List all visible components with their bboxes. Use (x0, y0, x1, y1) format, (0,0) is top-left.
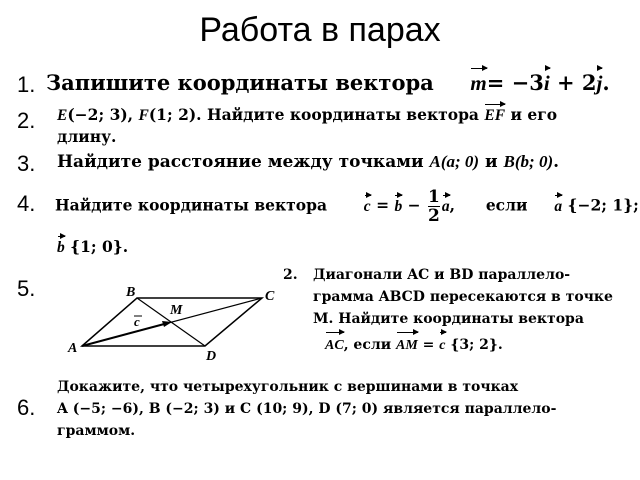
label-a: A (68, 341, 78, 356)
task4-fraction (428, 188, 440, 225)
label-b: B (126, 286, 136, 300)
task5-text (283, 264, 628, 357)
task5-c-coords: {3; 2}. (450, 337, 503, 353)
task5-vector-c: c (439, 335, 445, 357)
task-number-1: 1. (17, 72, 36, 97)
task-number-4: 4. (17, 191, 36, 216)
task-number-5: 5. (17, 276, 36, 301)
task4-minus: − (402, 195, 426, 215)
task6-line3: граммом. (57, 423, 136, 439)
task1-end: . (602, 70, 610, 95)
task4-b-coords: {1; 0}. (70, 237, 129, 256)
task-number-2: 2. (17, 108, 36, 133)
task3-and: и (479, 152, 504, 172)
task1-vector-i: i (543, 71, 550, 95)
task1-line (46, 70, 610, 96)
task1-vector-j: j (596, 71, 603, 95)
task6-line1: Докажите, что четырехугольник с вершинами в точках (57, 379, 519, 395)
task4-frac-num: 1 (428, 187, 440, 207)
task2-line1 (57, 105, 557, 125)
page-title: Работа в парах (199, 11, 441, 49)
task6-line2: A (−5; −6), B (−2; 3) и C (10; 9), D (7; 0) является параллело- (57, 401, 557, 417)
task2-text-end: и его (505, 105, 558, 124)
task3-end: . (553, 152, 560, 172)
parallelogram-figure (62, 286, 292, 364)
task1-text: Запишите координаты вектора (46, 70, 434, 95)
task2-text: (1; 2). Найдите координаты вектора (148, 105, 485, 124)
task4-a-coords: {−2; 1}; (567, 195, 639, 215)
label-d: D (206, 349, 217, 364)
task-number-3: 3. (17, 151, 36, 176)
task-number-6: 6. (17, 395, 36, 420)
task4-vector-c: c (363, 197, 371, 215)
task5-row1 (283, 264, 628, 286)
task4-vector-b-given: b (57, 239, 65, 256)
task2-point-e: E (57, 107, 68, 124)
task4-line2 (57, 237, 128, 257)
task5-line3: M. Найдите координаты вектора (313, 311, 584, 327)
task5-vector-ac: AC (325, 335, 344, 357)
task4-eq: = (370, 195, 395, 215)
task4-vector-a: a (441, 197, 450, 215)
task4-line1 (55, 188, 639, 225)
task5-line1: Диагонали AC и BD параллело- (313, 267, 571, 283)
task1-eq: = −3 (486, 70, 544, 95)
task4-frac-den: 2 (428, 206, 440, 226)
task4-comma: , (449, 195, 455, 215)
task2-vector-ef: EF (484, 107, 506, 124)
task5-problem-number: 2. (283, 267, 298, 283)
task3-point-a: A(a; 0) (429, 152, 480, 171)
task4-text: Найдите координаты вектора (55, 195, 327, 215)
label-m: M (170, 303, 183, 318)
task2-line2: длину. (57, 127, 117, 146)
label-c-vector: c (134, 314, 140, 329)
task4-if: если (485, 195, 528, 215)
task5-vector-am: AM (396, 335, 418, 357)
task2-point-f: F (138, 107, 149, 124)
task5-line4 (283, 334, 628, 357)
task1-vector-m: m (470, 71, 487, 95)
task5-eq: = (417, 337, 440, 353)
task4-vector-b: b (394, 197, 403, 215)
task5-line2: грамма ABCD пересекаются в точке (313, 289, 613, 305)
task4-vector-a-given: a (554, 197, 563, 215)
task3-text: Найдите расстояние между точками (57, 152, 430, 172)
task2-e-coords: (−2; 3), (67, 105, 139, 124)
task3-line (57, 152, 559, 172)
task6-text (57, 376, 625, 442)
task1-plus: + 2 (557, 70, 597, 95)
task3-point-b: B(b; 0) (503, 152, 554, 171)
vector-am-arrowhead (162, 321, 172, 327)
task5-if: , если (343, 337, 392, 353)
label-c: C (265, 289, 275, 304)
